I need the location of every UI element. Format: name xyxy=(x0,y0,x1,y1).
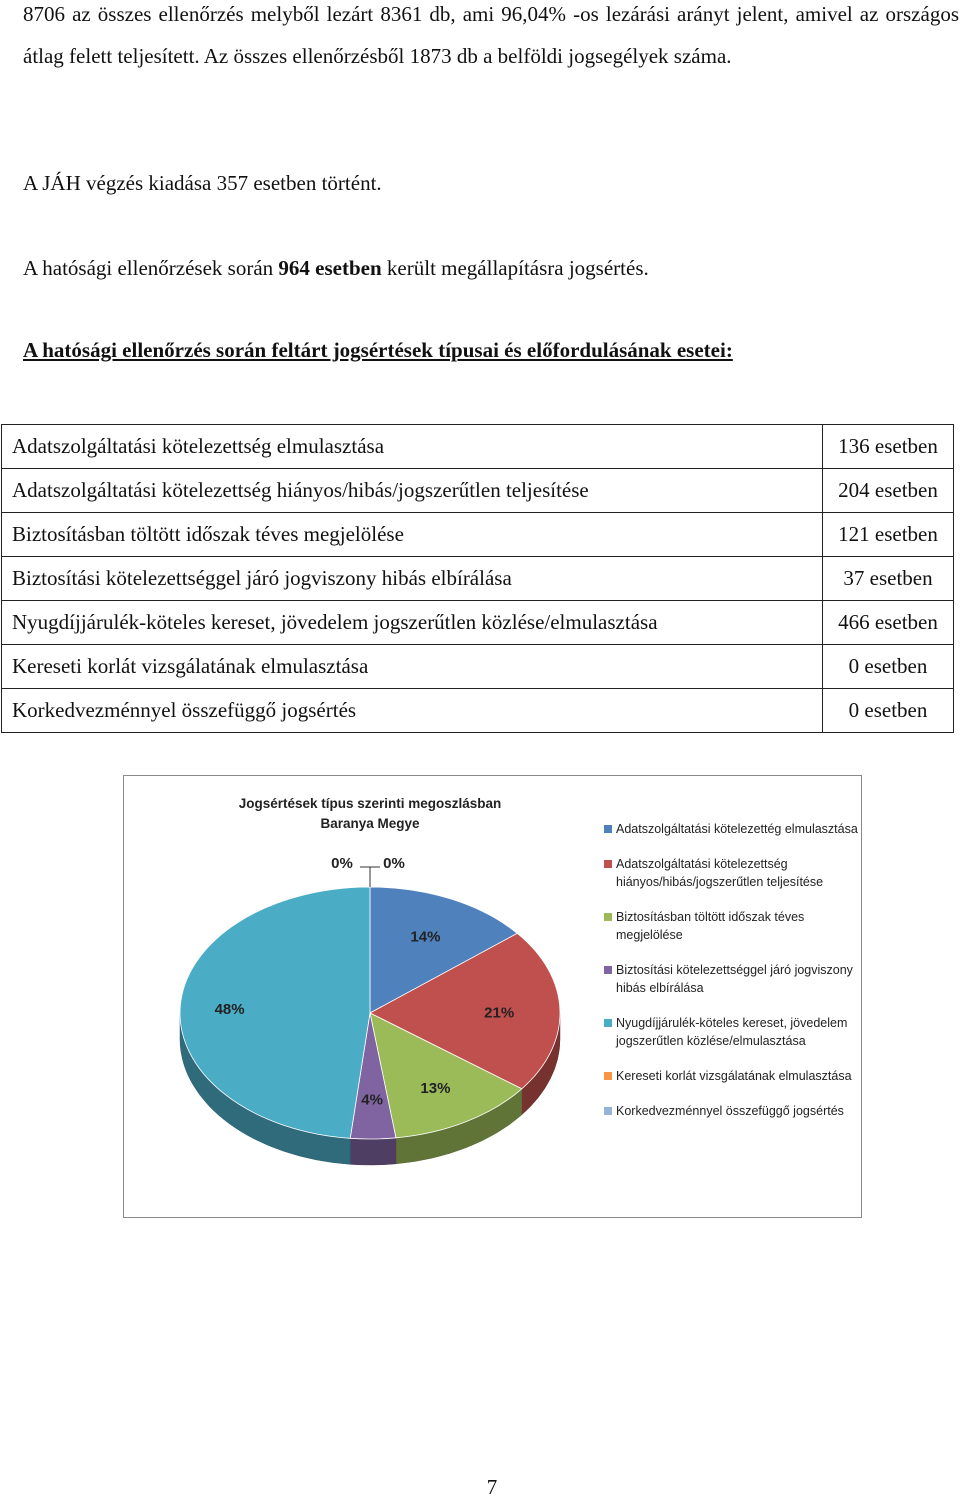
legend-label: Biztosítási kötelezettséggel járó jogviszony hibás elbírálása xyxy=(616,963,853,995)
violations-text-end: került megállapításra jogsértés. xyxy=(381,256,649,280)
pie-data-label: 21% xyxy=(484,1004,515,1022)
legend-item xyxy=(604,820,859,838)
violation-count-cell: 136 esetben xyxy=(823,425,954,469)
pie-slice-side xyxy=(350,1138,396,1165)
table-row xyxy=(2,689,954,733)
pie-data-label: 0% xyxy=(331,855,353,872)
table-row xyxy=(2,557,954,601)
legend-item xyxy=(604,855,859,891)
violations-count: 964 esetben xyxy=(278,256,382,280)
legend-label: Korkedvezménnyel összefüggő jogsértés xyxy=(616,1104,844,1118)
legend-swatch xyxy=(604,1107,612,1115)
legend-swatch xyxy=(604,1019,612,1027)
violation-count-cell: 0 esetben xyxy=(823,645,954,689)
legend-item xyxy=(604,1014,859,1050)
violation-count-cell: 204 esetben xyxy=(823,469,954,513)
pie-data-label: 48% xyxy=(214,1001,245,1019)
table-row xyxy=(2,601,954,645)
pie-chart xyxy=(123,775,862,1218)
violation-type-cell: Biztosítási kötelezettséggel járó jogviszony hibás elbírálása xyxy=(2,557,823,601)
legend-swatch xyxy=(604,1072,612,1080)
chart-legend xyxy=(604,820,859,1137)
legend-label: Nyugdíjjárulék-köteles kereset, jövedelem jogszerűtlen közlése/elmulasztása xyxy=(616,1016,848,1048)
table-row xyxy=(2,513,954,557)
table-row xyxy=(2,425,954,469)
legend-item xyxy=(604,961,859,997)
legend-item xyxy=(604,908,859,944)
table-row xyxy=(2,645,954,689)
chart-subtitle: Baranya Megye xyxy=(320,816,420,831)
violation-type-cell: Nyugdíjjárulék-köteles kereset, jövedelem jogszerűtlen közlése/elmulasztása xyxy=(2,601,823,645)
legend-item xyxy=(604,1067,859,1085)
legend-label: Kereseti korlát vizsgálatának elmulasztása xyxy=(616,1069,852,1083)
pie-data-label: 13% xyxy=(420,1079,451,1097)
violation-type-cell: Kereseti korlát vizsgálatának elmulasztása xyxy=(2,645,823,689)
legend-label: Adatszolgáltatási kötelezettég elmulasztása xyxy=(616,822,858,836)
violation-type-cell: Biztosításban töltött időszak téves megjelölése xyxy=(2,513,823,557)
violation-count-cell: 121 esetben xyxy=(823,513,954,557)
violation-count-cell: 466 esetben xyxy=(823,601,954,645)
page-number: 7 xyxy=(486,1475,498,1499)
legend-label: Biztosításban töltött időszak téves megjelölése xyxy=(616,910,805,942)
violation-count-cell: 37 esetben xyxy=(823,557,954,601)
legend-swatch xyxy=(604,825,612,833)
violation-count-cell: 0 esetben xyxy=(823,689,954,733)
intro-paragraph: 8706 az összes ellenőrzés melyből lezárt 8361 db, ami 96,04% -os lezárási arányt jelent, amivel az országos átlag felett teljesített. Az összes ellenőrzésből 1873 db a belföldi jogsegélyek száma. xyxy=(23,2,959,68)
jah-paragraph: A JÁH végzés kiadása 357 esetben történt. xyxy=(23,171,382,195)
pie-data-label: 0% xyxy=(383,855,405,872)
chart-title: Jogsértések típus szerinti megoszlásban xyxy=(238,796,502,811)
violation-type-cell: Adatszolgáltatási kötelezettség hiányos/hibás/jogszerűtlen teljesítése xyxy=(2,469,823,513)
legend-swatch xyxy=(604,860,612,868)
violations-table xyxy=(1,424,954,733)
legend-label: Adatszolgáltatási kötelezettség hiányos/hibás/jogszerűtlen teljesítése xyxy=(616,857,824,889)
legend-swatch xyxy=(604,913,612,921)
pie-data-label: 14% xyxy=(410,928,441,946)
legend-item xyxy=(604,1102,859,1120)
violation-type-cell: Korkedvezménnyel összefüggő jogsértés xyxy=(2,689,823,733)
table-row xyxy=(2,469,954,513)
pie-data-label: 4% xyxy=(361,1091,383,1109)
violations-paragraph xyxy=(23,247,959,289)
violations-text-start: A hatósági ellenőrzések során xyxy=(23,256,279,280)
legend-swatch xyxy=(604,966,612,974)
section-heading: A hatósági ellenőrzés során feltárt jogsértések típusai és előfordulásának esetei: xyxy=(23,338,733,362)
violation-type-cell: Adatszolgáltatási kötelezettség elmulasztása xyxy=(2,425,823,469)
